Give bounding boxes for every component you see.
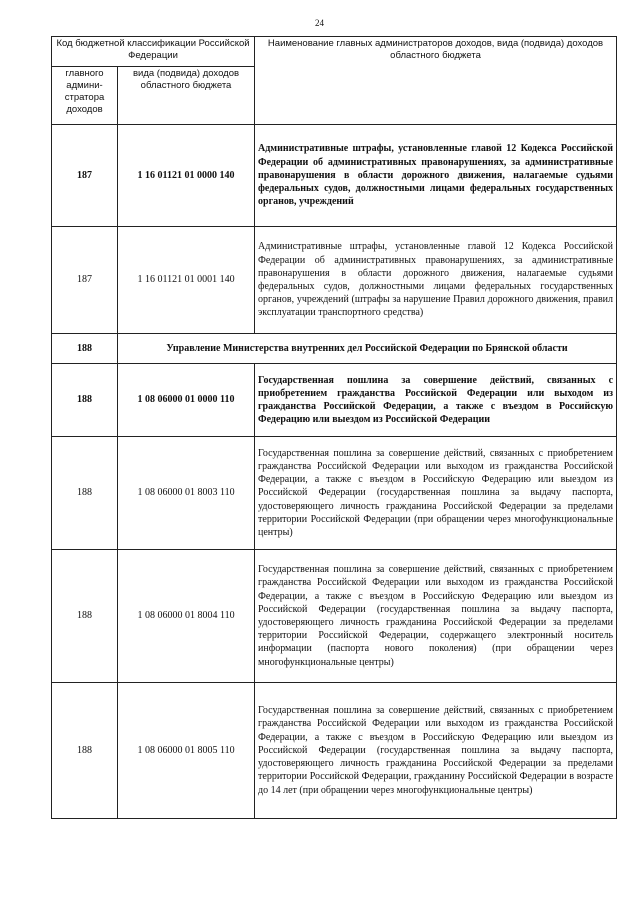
table-row — [52, 125, 617, 227]
income-code-cell: 1 08 06000 01 8005 110 — [118, 683, 255, 819]
table-row — [52, 227, 617, 334]
income-name-cell: Государственная пошлина за совершение действий, связанных с приобретением гражданства Российской Федерации или выходом из гражданства Российской Федерации, а также с въездом в Российскую Федерацию или выездом из Российской Федерации — [255, 364, 617, 437]
admin-code-cell: 188 — [52, 683, 118, 819]
header-code-group: Код бюджетной классификации Российской Федерации — [52, 37, 255, 67]
income-name-cell: Государственная пошлина за совершение действий, связанных с приобретением гражданства Российской Федерации или выходом из гражданства Российской Федерации, а также с въездом в Российскую Федерацию или выездом из Российской Федерации (государственная пошлина за выдачу паспорта, удостоверяющего личность гражданина Российской Федерации за пределами территории Российской Федерации, содержащего электронный носитель информации (паспорта нового поколения) (при обращении через многофункциональные центры) — [255, 550, 617, 683]
header-admin-column: главного админи-стратора доходов — [52, 67, 118, 125]
income-code-cell: 1 08 06000 01 0000 110 — [118, 364, 255, 437]
page-number: 24 — [315, 18, 324, 28]
section-row — [52, 334, 617, 364]
admin-code-cell: 188 — [52, 437, 118, 550]
admin-code-cell: 187 — [52, 125, 118, 227]
header-code-column: вида (подвида) доходов областного бюджета — [118, 67, 255, 125]
table-row — [52, 364, 617, 437]
table-row — [52, 683, 617, 819]
income-code-cell: 1 08 06000 01 8004 110 — [118, 550, 255, 683]
income-code-cell: 1 16 01121 01 0000 140 — [118, 125, 255, 227]
income-code-cell: 1 16 01121 01 0001 140 — [118, 227, 255, 334]
income-name-cell: Административные штрафы, установленные главой 12 Кодекса Российской Федерации об административных правонарушениях, за административные правонарушения в области дорожного движения, налагаемые судьями федеральных судов, должностными лицами федеральных государственных органов, учреждений — [255, 125, 617, 227]
admin-code-cell: 188 — [52, 364, 118, 437]
table-row — [52, 437, 617, 550]
admin-code-cell: 188 — [52, 550, 118, 683]
income-name-cell: Государственная пошлина за совершение действий, связанных с приобретением гражданства Российской Федерации или выходом из гражданства Российской Федерации, а также с въездом в Российскую Федерацию или выездом из Российской Федерации (государственная пошлина за выдачу паспорта, удостоверяющего личность гражданина Российской Федерации за пределами территории Российской Федерации, гражданину Российской Федерации в возрасте до 14 лет (при обращении через многофункциональные центры) — [255, 683, 617, 819]
header-row-top — [52, 37, 617, 67]
section-title: Управление Министерства внутренних дел Российской Федерации по Брянской области — [118, 334, 617, 364]
header-name-column: Наименование главных администраторов доходов, вида (подвида) доходов областного бюджета — [255, 37, 617, 125]
income-name-cell: Административные штрафы, установленные главой 12 Кодекса Российской Федерации об административных правонарушениях, за административные правонарушения в области дорожного движения, налагаемые судьями федеральных судов, должностными лицами федеральных государственных органов, учреждений (штрафы за нарушение Правил дорожного движения, правил эксплуатации транспортного средства) — [255, 227, 617, 334]
income-name-cell: Государственная пошлина за совершение действий, связанных с приобретением гражданства Российской Федерации или выходом из гражданства Российской Федерации, а также с въездом в Российскую Федерацию или выездом из Российской Федерации (государственная пошлина за выдачу паспорта, удостоверяющего личность гражданина Российской Федерации за пределами территории Российской Федерации (при обращении через многофункциональные центры) — [255, 437, 617, 550]
admin-code-cell: 188 — [52, 334, 118, 364]
admin-code-cell: 187 — [52, 227, 118, 334]
table-row — [52, 550, 617, 683]
income-code-cell: 1 08 06000 01 8003 110 — [118, 437, 255, 550]
budget-classification-table — [51, 36, 617, 819]
